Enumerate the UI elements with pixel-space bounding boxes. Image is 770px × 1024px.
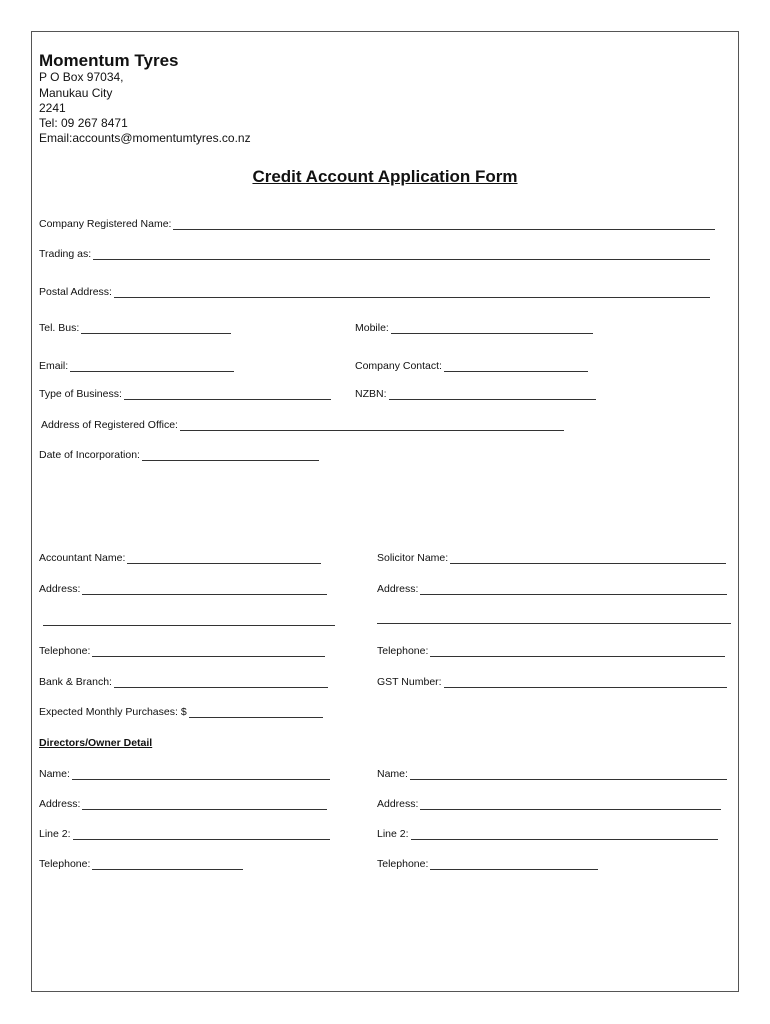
- accountant-address-field[interactable]: [39, 583, 327, 595]
- company-registered-name-field[interactable]: [39, 218, 715, 230]
- company-contact-label: Company Contact:: [355, 360, 442, 372]
- director-left-name-field[interactable]: [39, 768, 330, 780]
- mobile-input-line[interactable]: [391, 324, 593, 334]
- director-left-telephone-label: Telephone:: [39, 858, 91, 870]
- solicitor-name-input-line[interactable]: [450, 554, 726, 564]
- email-input-line[interactable]: [70, 362, 234, 372]
- gst-number-input-line[interactable]: [444, 678, 727, 688]
- trading-as-input-line[interactable]: [93, 250, 710, 260]
- company-name: Momentum Tyres: [39, 51, 179, 70]
- director-right-telephone-input-line[interactable]: [430, 860, 598, 870]
- type-of-business-field[interactable]: [39, 388, 331, 400]
- date-of-incorporation-input-line[interactable]: [142, 451, 319, 461]
- director-right-line2-field[interactable]: [377, 828, 718, 840]
- director-left-telephone-field[interactable]: [39, 858, 243, 870]
- company-po-box: P O Box 97034,: [39, 70, 124, 84]
- expected-monthly-purchases-label: Expected Monthly Purchases: $: [39, 706, 187, 718]
- trading-as-label: Trading as:: [39, 248, 92, 260]
- accountant-name-label: Accountant Name:: [39, 552, 126, 564]
- date-of-incorporation-field[interactable]: [39, 449, 319, 461]
- expected-monthly-purchases-input-line[interactable]: [189, 708, 323, 718]
- company-contact-field[interactable]: [355, 360, 588, 372]
- director-right-address-field[interactable]: [377, 798, 721, 810]
- accountant-telephone-label: Telephone:: [39, 645, 91, 657]
- mobile-label: Mobile:: [355, 322, 389, 334]
- accountant-name-field[interactable]: [39, 552, 321, 564]
- company-email: Email:accounts@momentumtyres.co.nz: [39, 131, 251, 145]
- gst-number-label: GST Number:: [377, 676, 442, 688]
- postal-address-field[interactable]: [39, 286, 710, 298]
- form-title: Credit Account Application Form: [252, 167, 518, 186]
- email-label: Email:: [39, 360, 69, 372]
- director-right-address-label: Address:: [377, 798, 419, 810]
- accountant-name-input-line[interactable]: [127, 554, 321, 564]
- tel-bus-input-line[interactable]: [81, 324, 231, 334]
- solicitor-address-field[interactable]: [377, 583, 727, 595]
- solicitor-name-field[interactable]: [377, 552, 726, 564]
- expected-monthly-purchases-field[interactable]: [39, 706, 323, 718]
- accountant-address-line-2[interactable]: [43, 625, 335, 626]
- director-right-name-input-line[interactable]: [410, 770, 727, 780]
- trading-as-field[interactable]: [39, 248, 710, 260]
- director-left-telephone-input-line[interactable]: [92, 860, 243, 870]
- nzbn-label: NZBN:: [355, 388, 387, 400]
- company-tel: Tel: 09 267 8471: [39, 116, 128, 130]
- registered-office-input-line[interactable]: [180, 421, 564, 431]
- director-left-line2-field[interactable]: [39, 828, 330, 840]
- director-left-address-label: Address:: [39, 798, 81, 810]
- gst-number-field[interactable]: [377, 676, 727, 688]
- solicitor-telephone-label: Telephone:: [377, 645, 429, 657]
- company-registered-name-label: Company Registered Name:: [39, 218, 172, 230]
- type-of-business-label: Type of Business:: [39, 388, 122, 400]
- director-right-line2-label: Line 2:: [377, 828, 409, 840]
- bank-branch-field[interactable]: [39, 676, 328, 688]
- director-right-name-label: Name:: [377, 768, 408, 780]
- director-right-line2-input-line[interactable]: [411, 830, 718, 840]
- company-contact-input-line[interactable]: [444, 362, 588, 372]
- solicitor-address-line-2[interactable]: [377, 623, 731, 624]
- company-postcode: 2241: [39, 101, 66, 115]
- type-of-business-input-line[interactable]: [124, 390, 331, 400]
- solicitor-address-input-line[interactable]: [420, 585, 727, 595]
- registered-office-label: Address of Registered Office:: [41, 419, 178, 431]
- tel-bus-field[interactable]: [39, 322, 231, 334]
- bank-branch-label: Bank & Branch:: [39, 676, 112, 688]
- company-city: Manukau City: [39, 86, 113, 100]
- accountant-address-label: Address:: [39, 583, 81, 595]
- director-right-name-field[interactable]: [377, 768, 727, 780]
- director-left-line2-input-line[interactable]: [73, 830, 330, 840]
- postal-address-input-line[interactable]: [114, 288, 710, 298]
- director-left-name-input-line[interactable]: [72, 770, 330, 780]
- directors-section-heading: Directors/Owner Detail: [39, 737, 153, 749]
- solicitor-name-label: Solicitor Name:: [377, 552, 449, 564]
- mobile-field[interactable]: [355, 322, 593, 334]
- director-right-telephone-field[interactable]: [377, 858, 598, 870]
- solicitor-address-label: Address:: [377, 583, 419, 595]
- accountant-address-input-line[interactable]: [82, 585, 327, 595]
- solicitor-telephone-field[interactable]: [377, 645, 725, 657]
- director-right-telephone-label: Telephone:: [377, 858, 429, 870]
- bank-branch-input-line[interactable]: [114, 678, 328, 688]
- nzbn-field[interactable]: [355, 388, 596, 400]
- email-field[interactable]: [39, 360, 234, 372]
- nzbn-input-line[interactable]: [389, 390, 596, 400]
- director-left-address-field[interactable]: [39, 798, 327, 810]
- postal-address-label: Postal Address:: [39, 286, 112, 298]
- accountant-telephone-input-line[interactable]: [92, 647, 325, 657]
- date-of-incorporation-label: Date of Incorporation:: [39, 449, 140, 461]
- director-left-line2-label: Line 2:: [39, 828, 71, 840]
- company-registered-name-input-line[interactable]: [173, 220, 715, 230]
- tel-bus-label: Tel. Bus:: [39, 322, 80, 334]
- accountant-telephone-field[interactable]: [39, 645, 325, 657]
- director-left-address-input-line[interactable]: [82, 800, 327, 810]
- registered-office-field[interactable]: [41, 419, 564, 431]
- director-left-name-label: Name:: [39, 768, 70, 780]
- solicitor-telephone-input-line[interactable]: [430, 647, 725, 657]
- director-right-address-input-line[interactable]: [420, 800, 721, 810]
